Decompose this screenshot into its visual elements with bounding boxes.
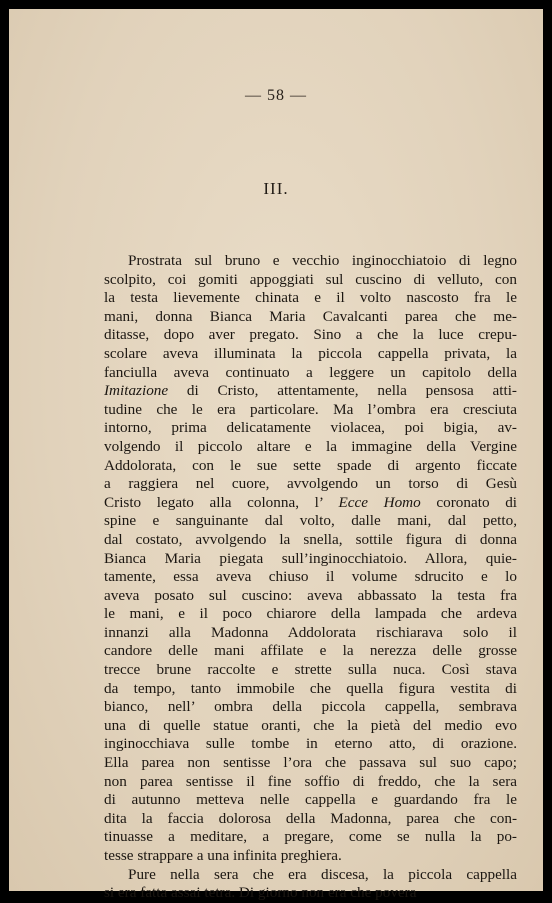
text-segment: si era fatta assai tetra. Di giorno non era che povera xyxy=(104,884,417,902)
text-line xyxy=(104,791,517,810)
text-line xyxy=(104,587,517,606)
text-line xyxy=(104,773,517,792)
text-line xyxy=(104,735,517,754)
body-text xyxy=(104,252,517,903)
text-line xyxy=(104,568,517,587)
text-line xyxy=(104,828,517,847)
text-line xyxy=(104,308,517,327)
text-segment: ditasse, dopo aver pregato. Sino a che la luce crepu- xyxy=(104,326,517,344)
text-segment: bianco, nell’ ombra della piccola cappella, sembrava xyxy=(104,698,517,716)
text-segment: di Cristo, attentamente, nella pensosa atti- xyxy=(168,382,517,400)
text-line xyxy=(104,475,517,494)
text-segment: inginocchiava sulle tombe in eterno atto, di orazione. xyxy=(104,735,517,753)
text-line xyxy=(104,642,517,661)
text-segment: tamente, essa aveva chiuso il volume sdrucito e lo xyxy=(104,568,517,586)
text-segment: Cristo legato alla colonna, l’ xyxy=(104,493,339,511)
text-segment: tudine che le era particolare. Ma l’ombra era cresciuta xyxy=(104,400,517,418)
text-segment: mani, donna Bianca Maria Cavalcanti parea che me- xyxy=(104,307,517,325)
text-segment: innanzi alla Madonna Addolorata rischiarava solo il xyxy=(104,623,517,641)
chapter-heading: III. xyxy=(263,179,289,198)
text-line xyxy=(104,494,517,513)
text-segment: coronato di xyxy=(420,493,518,511)
text-line xyxy=(104,438,517,457)
text-segment: di autunno metteva nelle cappella e guardando fra le xyxy=(104,791,517,809)
text-segment: spine e sanguinante dal volto, dalle mani, dal petto, xyxy=(104,512,517,530)
text-segment: fanciulla aveva continuato a leggere un capitolo della xyxy=(104,363,517,381)
text-segment: la testa lievemente chinata e il volto nascosto fra le xyxy=(104,289,517,307)
text-line xyxy=(104,457,517,476)
text-segment: da tempo, tanto immobile che quella figura vestita di xyxy=(104,679,517,697)
text-segment: scolare aveva illuminata la piccola cappella privata, la xyxy=(104,344,517,362)
text-line xyxy=(104,271,517,290)
text-line xyxy=(104,754,517,773)
text-line xyxy=(104,531,517,550)
book-page xyxy=(9,9,543,902)
page-number: — 58 — xyxy=(245,87,307,104)
text-line xyxy=(104,698,517,717)
italic-title: Imitazione xyxy=(104,382,169,400)
text-line xyxy=(104,810,517,829)
text-segment: candore delle mani affilate e la nerezza delle grosse xyxy=(104,642,517,660)
text-segment: Ella parea non sentisse l’ora che passava sul suo capo; xyxy=(104,754,517,772)
text-line xyxy=(104,512,517,531)
text-segment: Bianca Maria piegata sull’inginocchiatoio. Allora, quie- xyxy=(104,549,517,567)
text-line xyxy=(104,680,517,699)
text-line xyxy=(104,401,517,420)
text-line xyxy=(104,884,517,903)
text-line xyxy=(104,382,517,401)
text-line xyxy=(104,847,517,866)
text-segment: Pure nella sera che era discesa, la piccola cappella xyxy=(128,865,517,883)
text-segment: non parea sentisse il fine soffio di freddo, che la sera xyxy=(104,772,517,790)
text-segment: dita la faccia dolorosa della Madonna, parea che con- xyxy=(104,809,517,827)
text-line xyxy=(104,661,517,680)
text-segment: aveva posato sul cuscino: aveva abbassato la testa fra xyxy=(104,586,517,604)
text-line xyxy=(104,866,517,885)
text-segment: una di quelle statue oranti, che la pietà del medio evo xyxy=(104,716,517,734)
text-segment: intorno, prima delicatamente violacea, poi bigia, av- xyxy=(104,419,517,437)
text-line xyxy=(104,289,517,308)
text-segment: volgendo il piccolo altare e la immagine della Vergine xyxy=(104,437,517,455)
text-segment: tesse strappare a una infinita preghiera. xyxy=(104,847,342,864)
text-segment: scolpito, coi gomiti appoggiati sul cuscino di velluto, con xyxy=(104,270,517,288)
italic-title: Ecce Homo xyxy=(338,493,421,511)
text-line xyxy=(104,717,517,736)
text-line xyxy=(104,252,517,271)
text-segment: Addolorata, con le sue sette spade di argento ficcate xyxy=(104,456,517,474)
text-line xyxy=(104,345,517,364)
text-segment: le mani, e il poco chiarore della lampada che ardeva xyxy=(104,605,517,623)
text-segment: Prostrata sul bruno e vecchio inginocchiatoio di legno xyxy=(128,252,517,269)
text-segment: a raggiera nel cuore, avvolgendo un torso di Gesù xyxy=(104,475,517,493)
text-line xyxy=(104,419,517,438)
text-line xyxy=(104,605,517,624)
text-line xyxy=(104,364,517,383)
text-segment: tinuasse a meditare, a pregare, come se nulla la po- xyxy=(104,828,517,846)
text-segment: trecce brune raccolte e strette sulla nuca. Così stava xyxy=(104,661,517,679)
text-line xyxy=(104,624,517,643)
text-line xyxy=(104,550,517,569)
text-line xyxy=(104,326,517,345)
text-segment: dal costato, avvolgendo la snella, sottile figura di donna xyxy=(104,530,517,548)
